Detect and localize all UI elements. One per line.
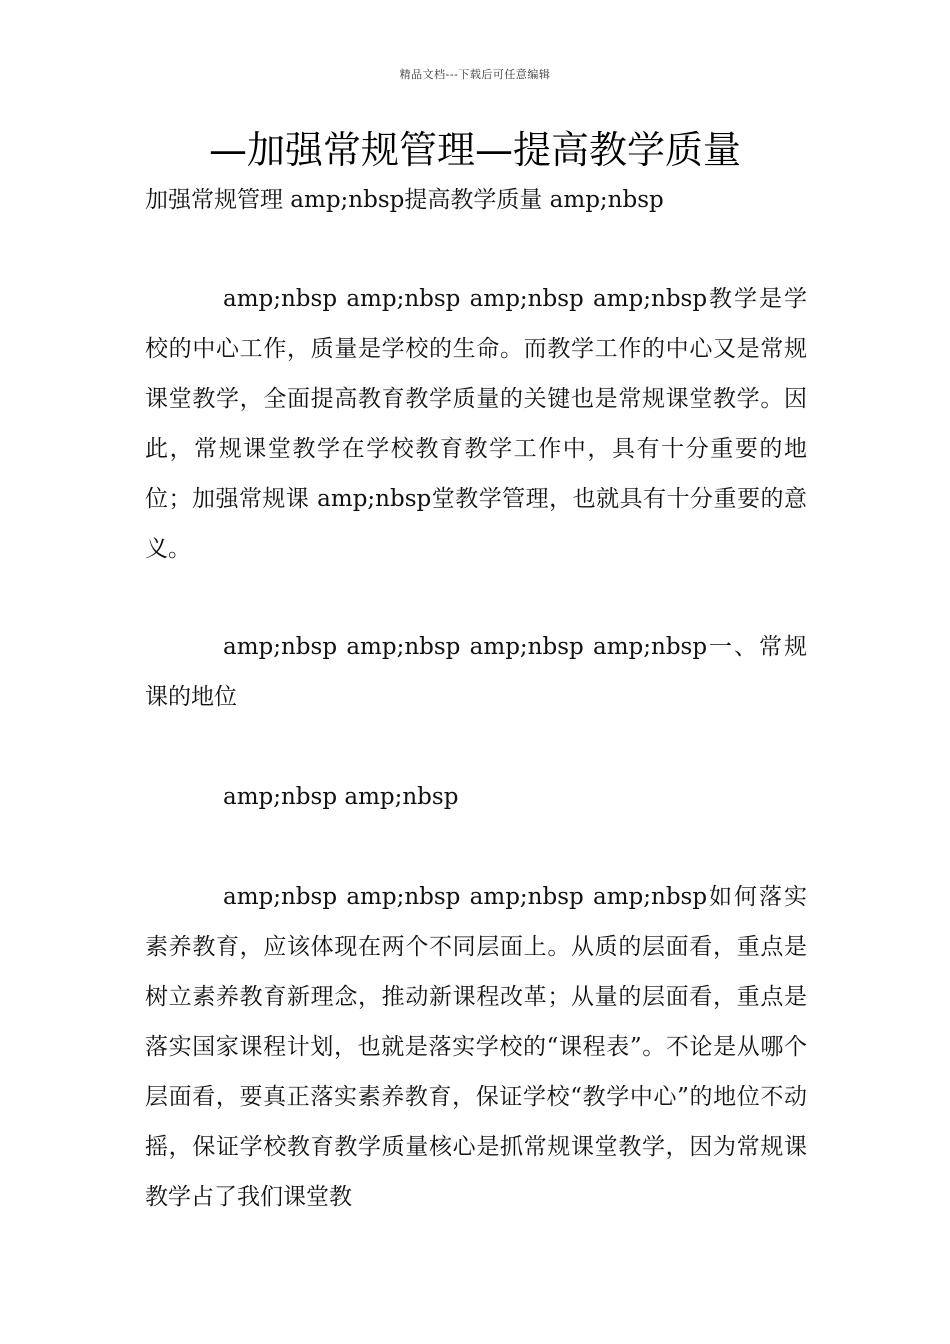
document-title: —加强常规管理—提高教学质量 bbox=[208, 128, 741, 172]
paragraph-section-heading: amp;nbsp amp;nbsp amp;nbsp amp;nbsp一、常规课的地位 bbox=[145, 634, 807, 710]
paragraph-quality-education: amp;nbsp amp;nbsp amp;nbsp amp;nbsp如何落实素养教育，应该体现在两个不同层面上。从质的层面看，重点是树立素养教育新理念，推动新课程改革；从量的层面看，重点是落实国家课程计划，也就是落实学校的“课程表”。不论是从哪个层面看，要真正落实素养教育，保证学校“教学中心”的地位不动摇，保证学校教育教学质量核心是抓常规课堂教学，因为常规课教学占了我们课堂教 bbox=[145, 884, 807, 1210]
paragraph-intro: amp;nbsp amp;nbsp amp;nbsp amp;nbsp教学是学校的中心工作，质量是学校的生命。而教学工作的中心又是常规课堂教学，全面提高教育教学质量的关键也是常规课堂教学。因此，常规课堂教学在学校教育教学工作中，具有十分重要的地位；加强常规课 amp;nbsp堂教学管理，也就具有十分重要的意义。 bbox=[145, 286, 807, 562]
document-subtitle: 加强常规管理 amp;nbsp提高教学质量 amp;nbsp bbox=[145, 187, 664, 213]
header-note: 精品文档---下载后可任意编辑 bbox=[399, 68, 551, 81]
paragraph-spacer: amp;nbsp amp;nbsp bbox=[223, 784, 459, 810]
